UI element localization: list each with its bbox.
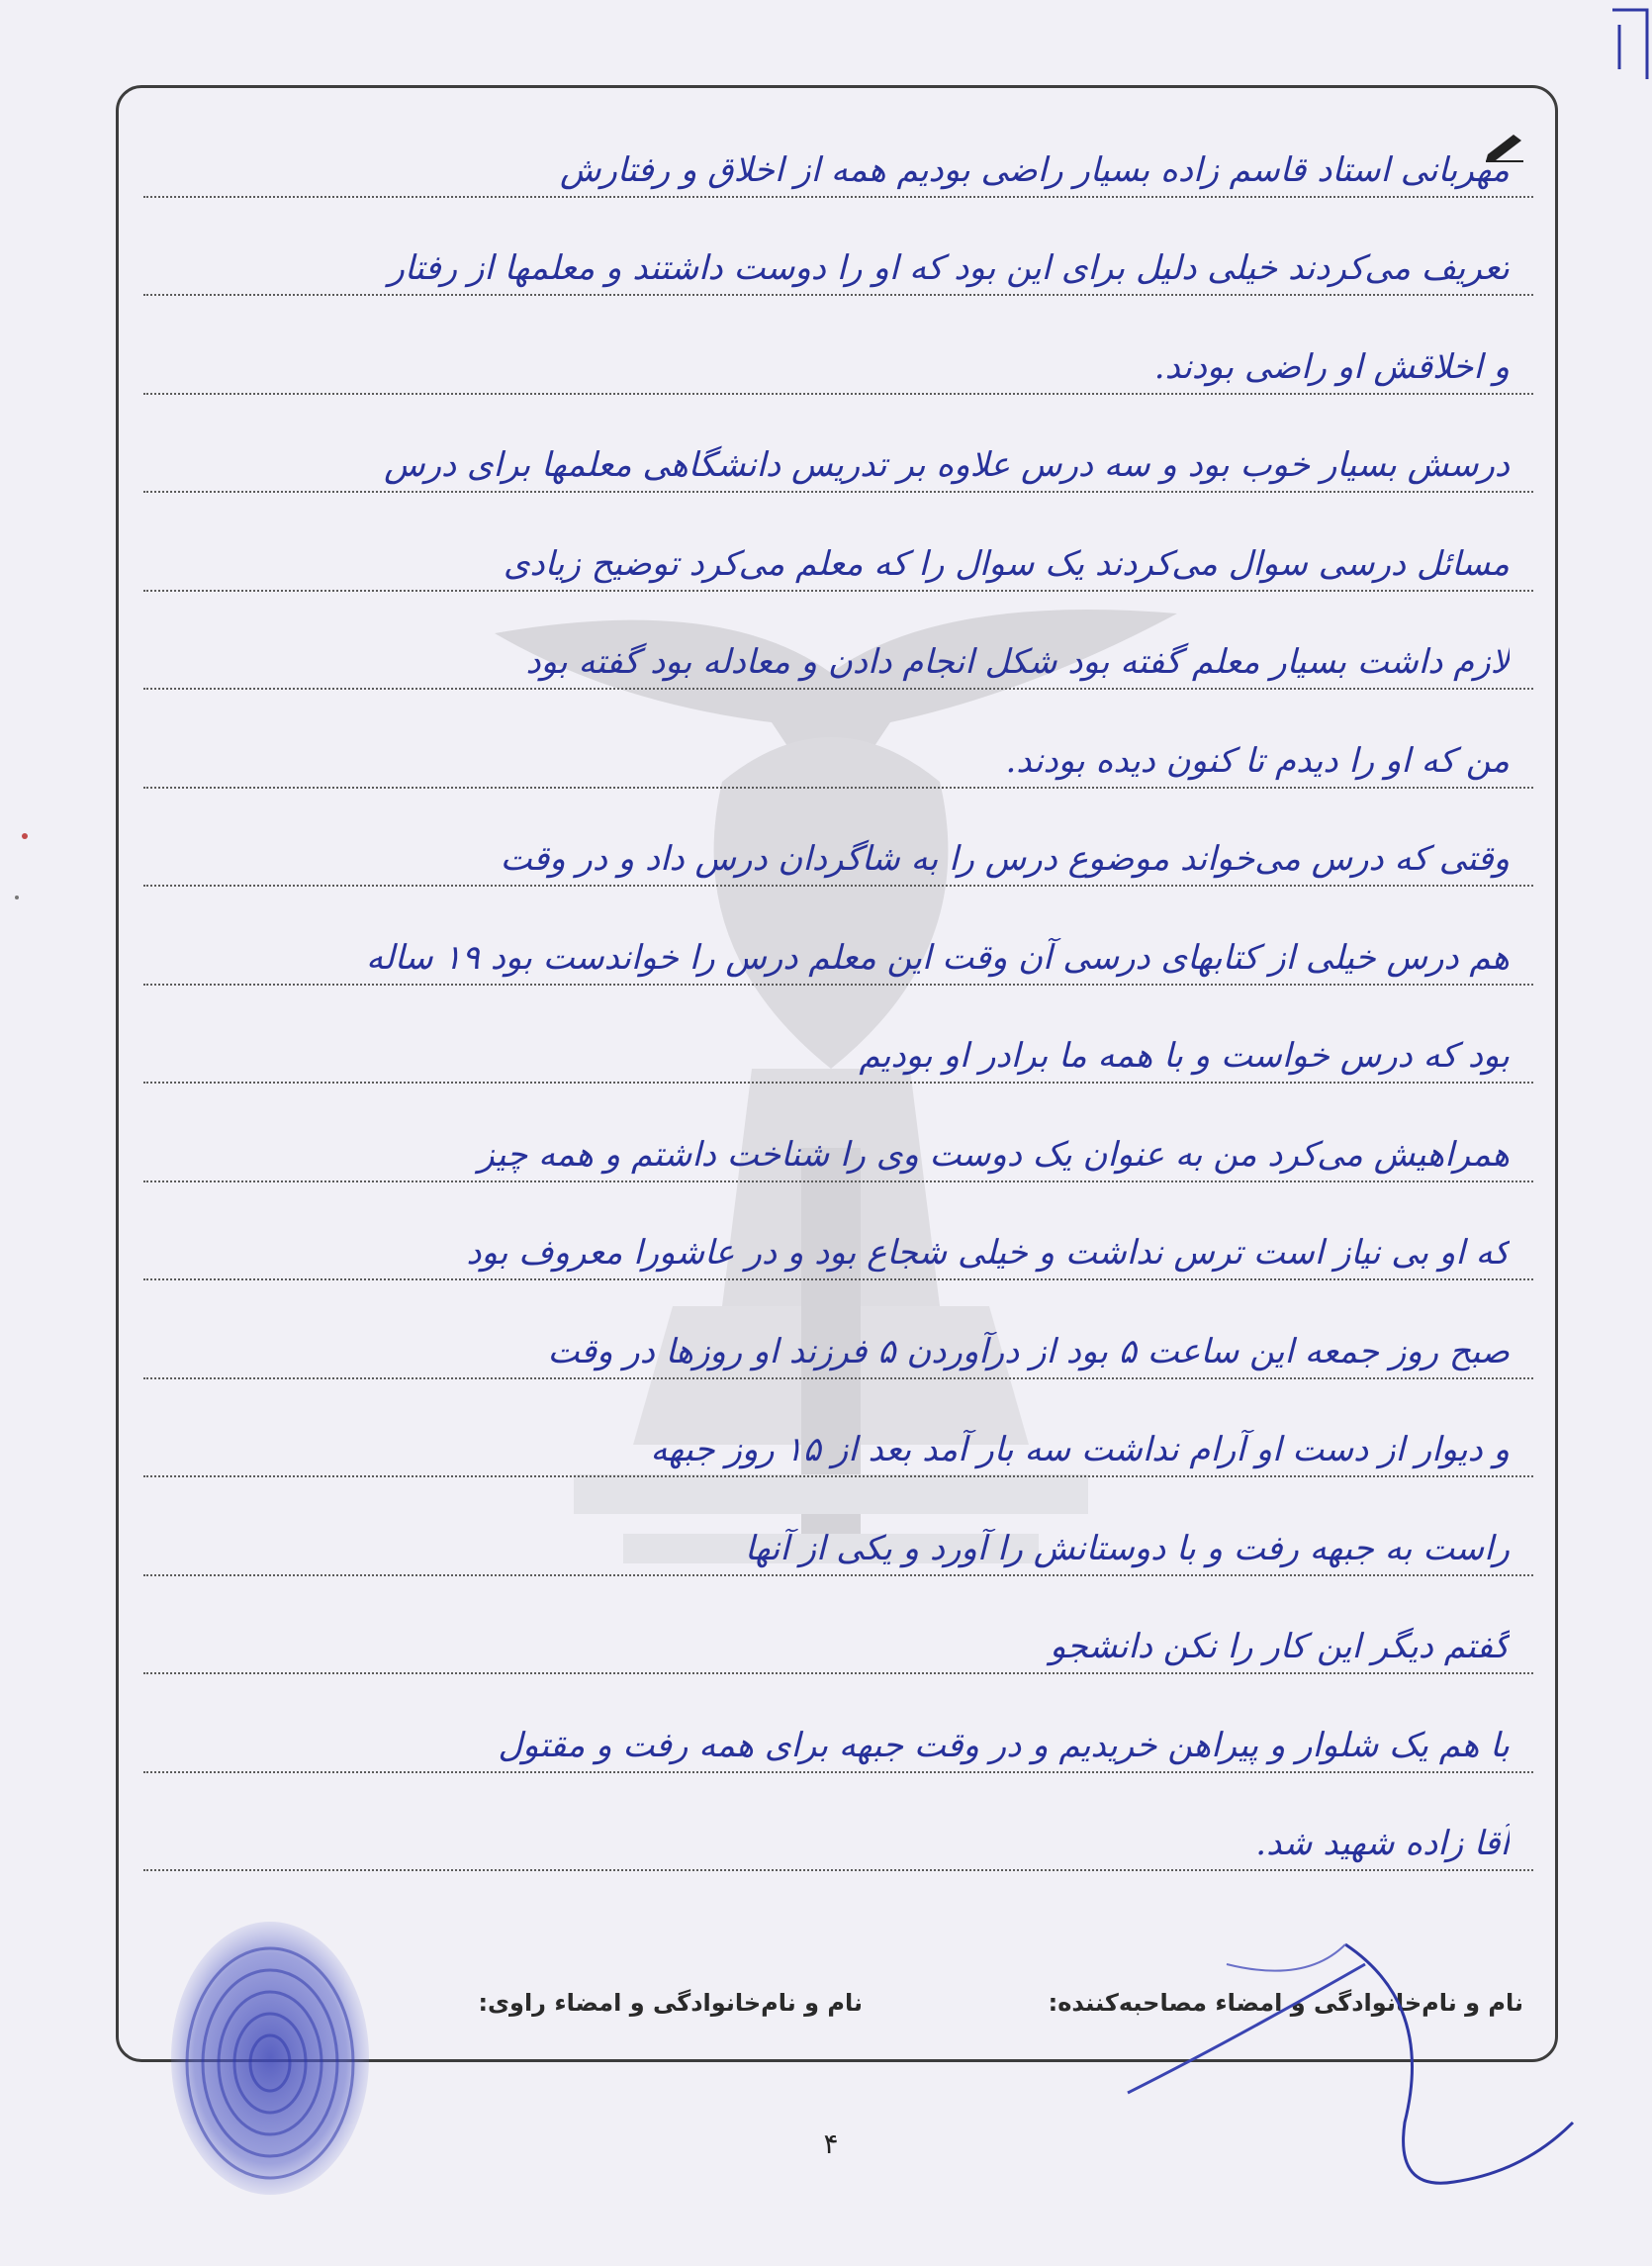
text-line xyxy=(143,1379,1533,1478)
line-text: که او بی‌ نیاز است ترس نداشت و خیلی شجاع بود و در عاشورا معروف بود xyxy=(466,1233,1510,1273)
line-text: صبح روز جمعه این ساعت ۵ بود از درآوردن ۵ فرزند او روزها در وقت xyxy=(547,1331,1510,1371)
handwritten-signature-icon xyxy=(1108,1925,1622,2221)
line-text: راست به جبهه رفت و با دوستانش را آورد و یکی از آنها xyxy=(744,1528,1510,1568)
ink-speck xyxy=(15,896,19,899)
line-text: مهربانی استاد قاسم زاده بسیار راضی بودیم همه از اخلاق و رفتارش xyxy=(559,149,1510,190)
text-line xyxy=(143,395,1533,494)
line-text: درسش بسیار خوب بود و سه درس علاوه بر تدریس دانشگاهی معلمها برای درس xyxy=(384,445,1510,485)
text-line xyxy=(143,789,1533,888)
text-line xyxy=(143,1084,1533,1182)
text-line xyxy=(143,99,1533,198)
handwritten-lines xyxy=(143,99,1533,1871)
line-text: با هم یک شلوار و پیراهن خریدیم و در وقت جبهه برای همه رفت و مقتول xyxy=(498,1725,1510,1765)
text-line xyxy=(143,1773,1533,1872)
text-line xyxy=(143,493,1533,592)
narrator-signature-label: نام و نام‌خانوادگی و امضاء راوی: xyxy=(478,1989,863,2017)
text-line xyxy=(143,1280,1533,1379)
line-text: لازم داشت بسیار معلم گفته بود شکل انجام دادن و معادله بود گفته بود xyxy=(525,642,1510,682)
text-line xyxy=(143,1576,1533,1675)
text-line xyxy=(143,1182,1533,1281)
line-text: من که او را دیدم تا کنون دیده بودند. xyxy=(1005,740,1510,781)
line-text: و اخلاقش او راضی بودند. xyxy=(1153,346,1510,387)
text-line xyxy=(143,296,1533,395)
line-text: آقا زاده شهید شد. xyxy=(1255,1824,1510,1863)
page-number: ۴ xyxy=(823,2127,839,2160)
line-text: مسائل درسی سوال می‌کردند یک سوال را که معلم می‌کرد توضیح زیادی xyxy=(503,543,1510,584)
text-line xyxy=(143,198,1533,297)
text-line xyxy=(143,986,1533,1085)
text-line xyxy=(143,690,1533,789)
text-line xyxy=(143,1477,1533,1576)
line-text: هم درس خیلی از کتابهای درسی آن وقت این معلم درس را خواندست بود ۱۹ ساله xyxy=(366,937,1510,978)
line-text: همراهیش می‌کرد من به عنوان یک دوست وی را شناخت داشتم و همه چیز xyxy=(478,1134,1510,1175)
fingerprint-icon xyxy=(163,1915,376,2202)
interviewer-signature-label: نام و نام‌خانوادگی و امضاء مصاحبه‌کننده: xyxy=(1048,1989,1523,2017)
ink-speck xyxy=(22,833,28,839)
line-text: تعریف می‌کردند خیلی دلیل برای این بود که او را دوست داشتند و معلمها از رفتار xyxy=(388,248,1510,288)
text-line xyxy=(143,592,1533,691)
line-text: بود که درس خواست و با همه ما برادر او بودیم xyxy=(859,1036,1510,1076)
line-text: و دیوار از دست او آرام نداشت سه بار آمد بعد از ۱۵ روز جبهه xyxy=(650,1430,1510,1469)
text-line xyxy=(143,887,1533,986)
text-line xyxy=(143,1674,1533,1773)
line-text: گفتم دیگر این کار را نکن دانشجو xyxy=(1050,1627,1510,1666)
line-text: وقتی که درس می‌خواند موضوع درس را به شاگردان درس داد و در وقت xyxy=(500,839,1510,879)
corner-stamp-icon xyxy=(1607,0,1652,89)
